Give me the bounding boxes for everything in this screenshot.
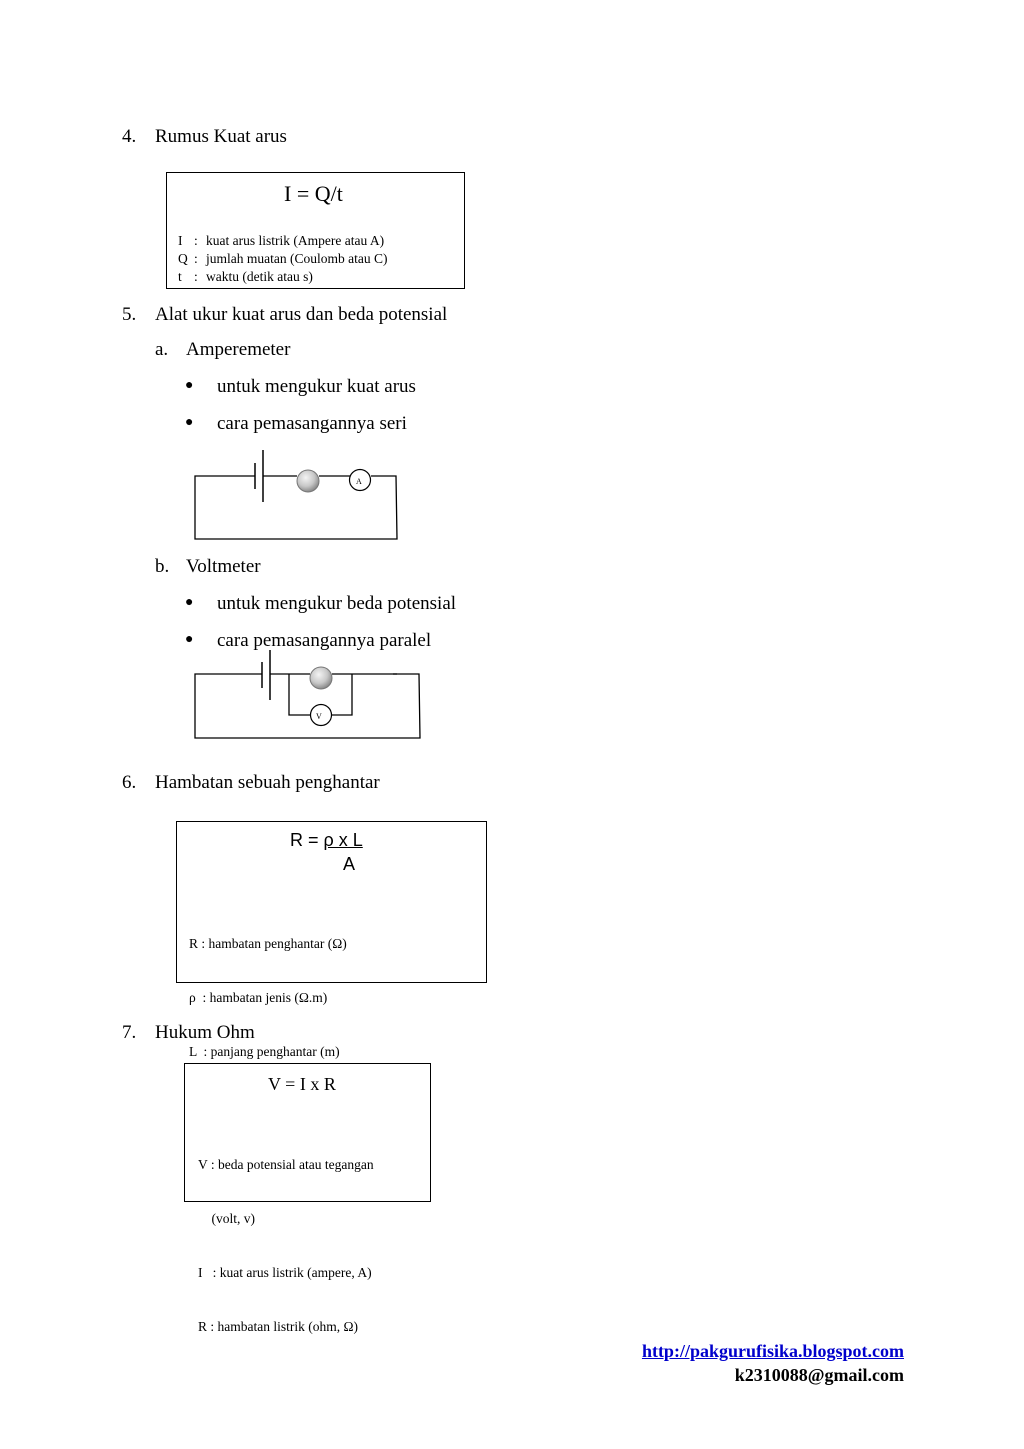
def-row: I : kuat arus listrik (ampere, A) xyxy=(198,1265,372,1280)
section-6-number: 6. xyxy=(122,772,137,793)
voltmeter-label: V xyxy=(316,712,322,721)
def-row: t : waktu (detik atau s) xyxy=(178,269,313,284)
bullet-icon: ● xyxy=(185,595,194,610)
ohm-definitions xyxy=(198,1120,374,1372)
resistance-formula: R = ρ x L xyxy=(290,830,363,850)
ammeter-label: A xyxy=(356,477,362,486)
blog-link[interactable]: http://pakgurufisika.blogspot.com xyxy=(641,1341,904,1361)
section-5-number: 5. xyxy=(122,304,137,325)
ohm-formula: V = I x R xyxy=(268,1074,336,1094)
section-6-title: Hambatan sebuah penghantar xyxy=(155,772,380,793)
bullet-icon: ● xyxy=(185,415,194,430)
def-row: ρ : hambatan jenis (Ω.m) xyxy=(189,990,328,1005)
section-7-number: 7. xyxy=(122,1022,137,1043)
email-text: k2310088@gmail.com xyxy=(734,1365,904,1385)
lamp-icon xyxy=(310,667,332,689)
section-4-title: Rumus Kuat arus xyxy=(155,126,287,147)
def-row: V : beda potensial atau tegangan xyxy=(198,1157,374,1172)
section-7-title: Hukum Ohm xyxy=(155,1022,255,1043)
def-row: R : hambatan penghantar (Ω) xyxy=(189,936,347,951)
subsection-b-letter: b. xyxy=(155,556,170,577)
section-4-number: 4. xyxy=(122,126,137,147)
ohm-law-box xyxy=(184,1063,431,1334)
def-row: R : hambatan listrik (ohm, Ω) xyxy=(198,1319,359,1334)
section-5-title: Alat ukur kuat arus dan beda potensial xyxy=(155,304,448,325)
def-row: Q : jumlah muatan (Coulomb atau C) xyxy=(178,251,388,266)
def-row: I : kuat arus listrik (Ampere atau A) xyxy=(178,233,385,248)
bullet-icon: ● xyxy=(185,632,194,647)
current-formula: I = Q/t xyxy=(284,181,343,206)
def-row: (volt, v) xyxy=(198,1211,255,1226)
bullet-text: cara pemasangannya paralel xyxy=(217,630,432,651)
subsection-a-letter: a. xyxy=(155,339,169,360)
def-row: L : panjang penghantar (m) xyxy=(189,1044,340,1059)
subsection-b-title: Voltmeter xyxy=(186,556,261,577)
resistance-formula-denominator: A xyxy=(343,854,356,874)
bullet-text: cara pemasangannya seri xyxy=(217,413,407,434)
bullet-text: untuk mengukur kuat arus xyxy=(217,376,416,397)
subsection-a-title: Amperemeter xyxy=(186,339,291,360)
bullet-icon: ● xyxy=(185,378,194,393)
bullet-text: untuk mengukur beda potensial xyxy=(217,593,457,614)
